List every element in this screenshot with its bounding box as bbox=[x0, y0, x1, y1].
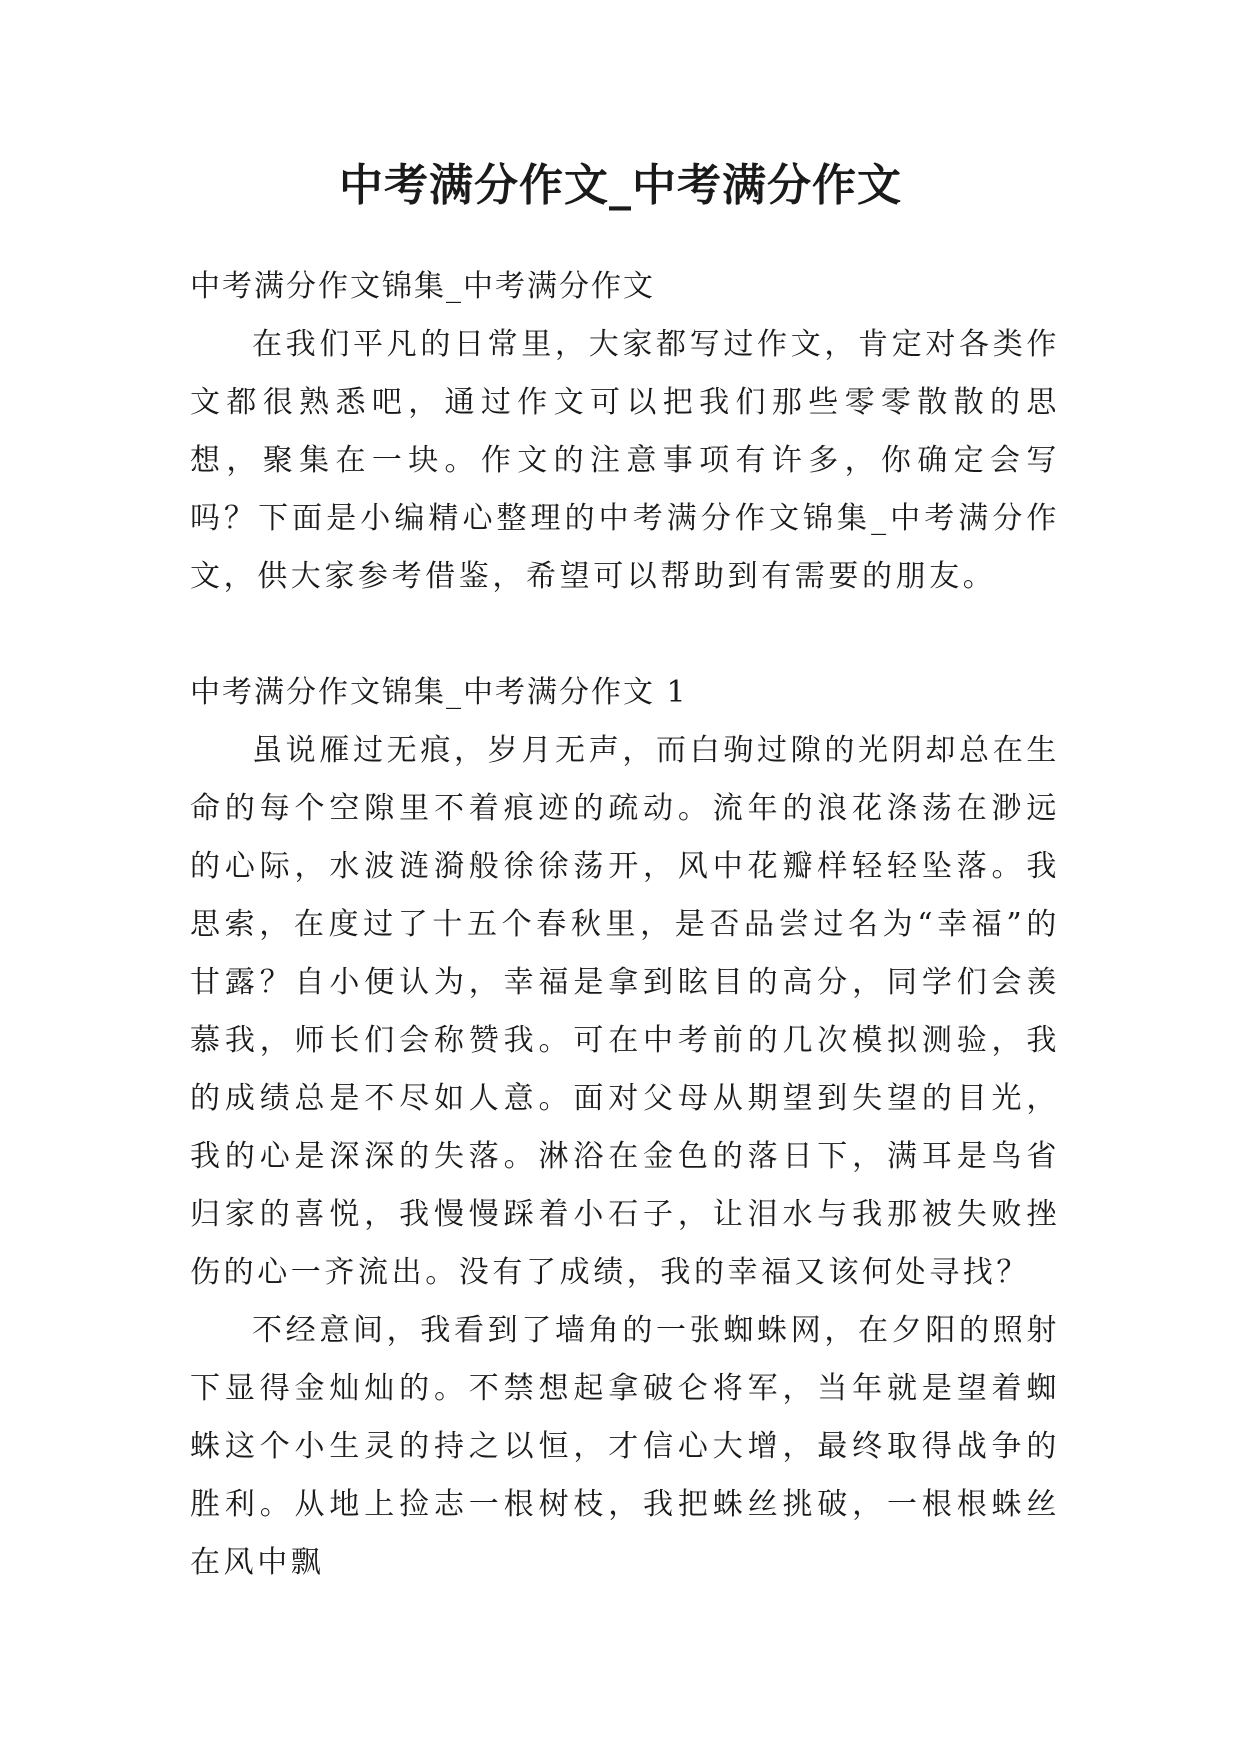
section-spacer bbox=[190, 606, 1060, 664]
body-paragraph: 虽说雁过无痕，岁月无声，而白驹过隙的光阴却总在生命的每个空隙里不着痕迹的疏动。流年的浪花涤荡在渺远的心际，水波涟漪般徐徐荡开，风中花瓣样轻轻坠落。我思索，在度过了十五个春秋里，是否品尝过名为“幸福”的甘露？自小便认为，幸福是拿到眩目的高分，同学们会羡慕我，师长们会称赞我。可在中考前的几次模拟测验，我的成绩总是不尽如人意。面对父母从期望到失望的目光，我的心是深深的失落。淋浴在金色的落日下，满耳是鸟省归家的喜悦，我慢慢踩着小石子，让泪水与我那被失败挫伤的心一齐流出。没有了成绩，我的幸福又该何处寻找？ bbox=[190, 733, 1060, 1290]
intro-heading: 中考满分作文锦集_中考满分作文 bbox=[190, 269, 655, 304]
section-heading: 中考满分作文锦集_中考满分作文 1 bbox=[190, 675, 688, 710]
document-body bbox=[190, 258, 1060, 1592]
body-paragraph: 不经意间，我看到了墙角的一张蜘蛛网，在夕阳的照射下显得金灿灿的。不禁想起拿破仑将军，当年就是望着蜘蛛这个小生灵的持之以恒，才信心大增，最终取得战争的胜利。从地上捡志一根树枝，我把蛛丝挑破，一根根蛛丝在风中飘 bbox=[190, 1313, 1060, 1580]
intro-paragraph: 在我们平凡的日常里，大家都写过作文，肯定对各类作文都很熟悉吧，通过作文可以把我们那些零零散散的思想，聚集在一块。作文的注意事项有许多，你确定会写吗？下面是小编精心整理的中考满分作文锦集_中考满分作文，供大家参考借鉴，希望可以帮助到有需要的朋友。 bbox=[190, 327, 1060, 594]
document-title: 中考满分作文_中考满分作文 bbox=[339, 160, 902, 211]
